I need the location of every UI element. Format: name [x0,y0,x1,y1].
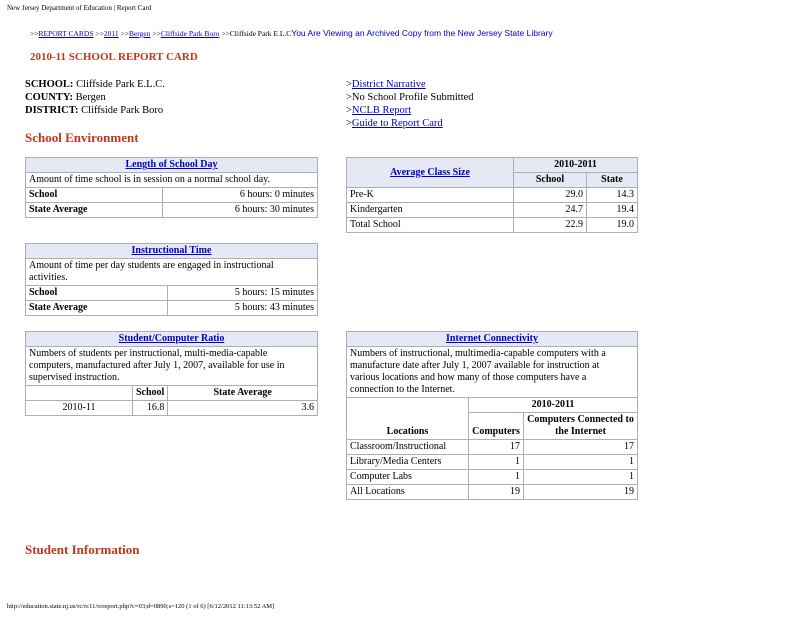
internet-connectivity-desc: Numbers of instructional, multimedia-capable computers with a manufacture date after July 1, 2007 available for instruction at various locations and how many of those computers have a connection to the Internet. [347,347,638,398]
breadcrumb-county[interactable]: Bergen [128,29,151,38]
district-value: Cliffside Park Boro [81,105,164,116]
breadcrumb-current: Cliffside Park E.L.C [229,29,292,38]
internet-connectivity-link[interactable]: Internet Connectivity [446,333,538,344]
table-row: State Average 5 hours: 43 minutes [26,301,318,316]
county-value: Bergen [75,92,106,103]
breadcrumb: >>REPORT CARDS >>2011 >>Bergen >>Cliffside Park Boro >>Cliffside Park E.L.CYou Are Viewing an Archived Copy from the New Jersey State Library [30,28,553,38]
table-row: Kindergarten 24.7 19.4 [347,203,638,218]
computer-ratio-table: Student/Computer Ratio Numbers of students per instructional, multi-media-capable computers, manufactured after July 1, 2007, available for use in supervised instruction. School State Average 2010-11 16.8 3.6 [25,331,318,416]
length-of-day-desc: Amount of time school is in session on a normal school day. [26,173,318,188]
county-label: COUNTY: [25,92,74,103]
table-row: Classroom/Instructional 17 17 [347,440,638,455]
section-school-environment: School Environment [25,130,139,145]
table-row: Computer Labs 1 1 [347,470,638,485]
no-profile-text: No School Profile Submitted [351,92,474,103]
section-student-information: Student Information [25,542,140,557]
footer-url: http://education.state.nj.us/rc/rc11/rcreport.php?c=03;d=0890;s=120 (1 of 6) [6/12/2012 11:13:52 AM] [7,603,275,610]
table-row: Pre-K 29.0 14.3 [347,188,638,203]
table-row: Library/Media Centers 1 1 [347,455,638,470]
breadcrumb-district[interactable]: Cliffside Park Boro [160,29,220,38]
breadcrumb-report-cards[interactable]: REPORT CARDS [38,29,94,38]
archived-notice: You Are Viewing an Archived Copy from the New Jersey State Library [291,28,553,38]
table-row: School 5 hours: 15 minutes [26,286,318,301]
page-title: 2010-11 SCHOOL REPORT CARD [30,51,198,63]
length-of-day-table [25,157,318,218]
district-narrative-link[interactable]: District Narrative [351,79,426,90]
table-row: School 6 hours: 0 minutes [26,188,318,203]
internet-connectivity-table: Internet Connectivity Numbers of instructional, multimedia-capable computers with a manufacture date after July 1, 2007 available for instruction at various locations and how many of those computers have a connection to the Internet. Locations 2010-2011 Computers Computers Connected to the Internet Classroom/Instructional 17 17 Library/Media Centers 1 1 Computer Labs 1 1 All Locations 19 19 [346,331,638,500]
guide-link[interactable]: Guide to Report Card [351,118,443,129]
table-row: All Locations 19 19 [347,485,638,500]
district-label: DISTRICT: [25,105,79,116]
side-links: >District Narrative >No School Profile Submitted >NCLB Report >Guide to Report Card [346,79,474,129]
class-size-link[interactable]: Average Class Size [390,166,470,178]
computer-ratio-link[interactable]: Student/Computer Ratio [118,333,225,344]
table-row: State Average 6 hours: 30 minutes [26,203,318,218]
nclb-report-link[interactable]: NCLB Report [351,105,412,116]
school-label: SCHOOL: [25,79,74,90]
school-info [25,78,165,117]
class-size-table: Average Class Size 2010-2011 School State Pre-K 29.0 14.3 Kindergarten 24.7 19.4 Total School 22.9 19.0 [346,157,638,233]
length-of-day-link[interactable]: Length of School Day [125,159,218,170]
table-row: Total School 22.9 19.0 [347,218,638,233]
instructional-time-desc: Amount of time per day students are engaged in instructional activities. [26,259,318,286]
computer-ratio-desc: Numbers of students per instructional, multi-media-capable computers, manufactured after July 1, 2007, available for use in supervised instruction. [26,347,318,386]
table-row: 2010-11 16.8 3.6 [26,401,318,416]
breadcrumb-year[interactable]: 2011 [103,29,119,38]
instructional-time-table [25,243,318,316]
window-title: New Jersey Department of Education | Report Card [7,4,152,12]
instructional-time-link[interactable]: Instructional Time [131,245,212,256]
school-value: Cliffside Park E.L.C. [76,79,165,90]
